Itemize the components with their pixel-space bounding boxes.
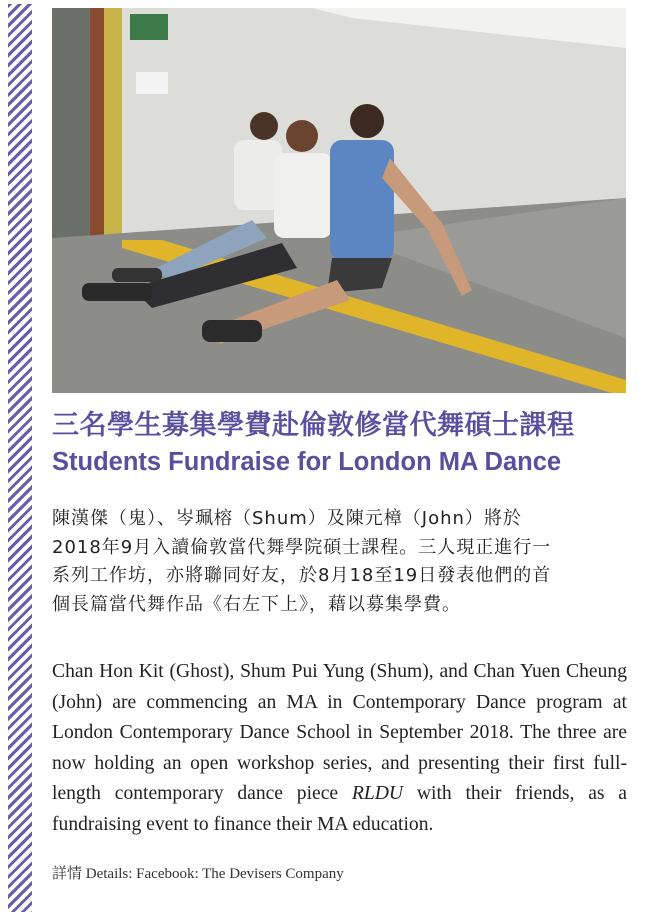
body-english-text: Chan Hon Kit (Ghost), Shum Pui Yung (Shum), and Chan Yuen Cheung (John) are commencing an MA in Contemporary Dance program at London Contemporary Dance School in September 2018. The three are now holding an open workshop series, and presenting their first full-length contemporary dance piece (52, 661, 627, 804)
body-chinese-line: 系列工作坊，亦將聯同好友，於8月18至19日發表他們的首 (52, 565, 552, 586)
body-english-text-end: with their friends, as a fundraising event to finance their MA education. (52, 783, 627, 835)
work-title: RLDU (351, 783, 404, 804)
title-chinese: 三名學生募集學費赴倫敦修當代舞碩士課程 (52, 410, 575, 441)
title-english: Students Fundraise for London MA Dance (52, 448, 562, 476)
body-english (52, 657, 627, 840)
details-line: 詳情 Details: Facebook: The Devisers Company (52, 866, 344, 882)
decorative-stripe (8, 4, 32, 912)
body-chinese-line: 個長篇當代舞作品《右左下上》，藉以募集學費。 (52, 593, 461, 615)
body-chinese-line: 2018年9月入讀倫敦當代舞學院碩士課程。三人現正進行一 (52, 536, 552, 558)
body-chinese-line: 陳漢傑（鬼）、岑珮榕（Shum）及陳元樟（John）將於 (52, 508, 522, 529)
dancers-photo (52, 8, 626, 393)
dancers-photo-illustration (52, 8, 626, 393)
body-chinese (52, 505, 627, 619)
